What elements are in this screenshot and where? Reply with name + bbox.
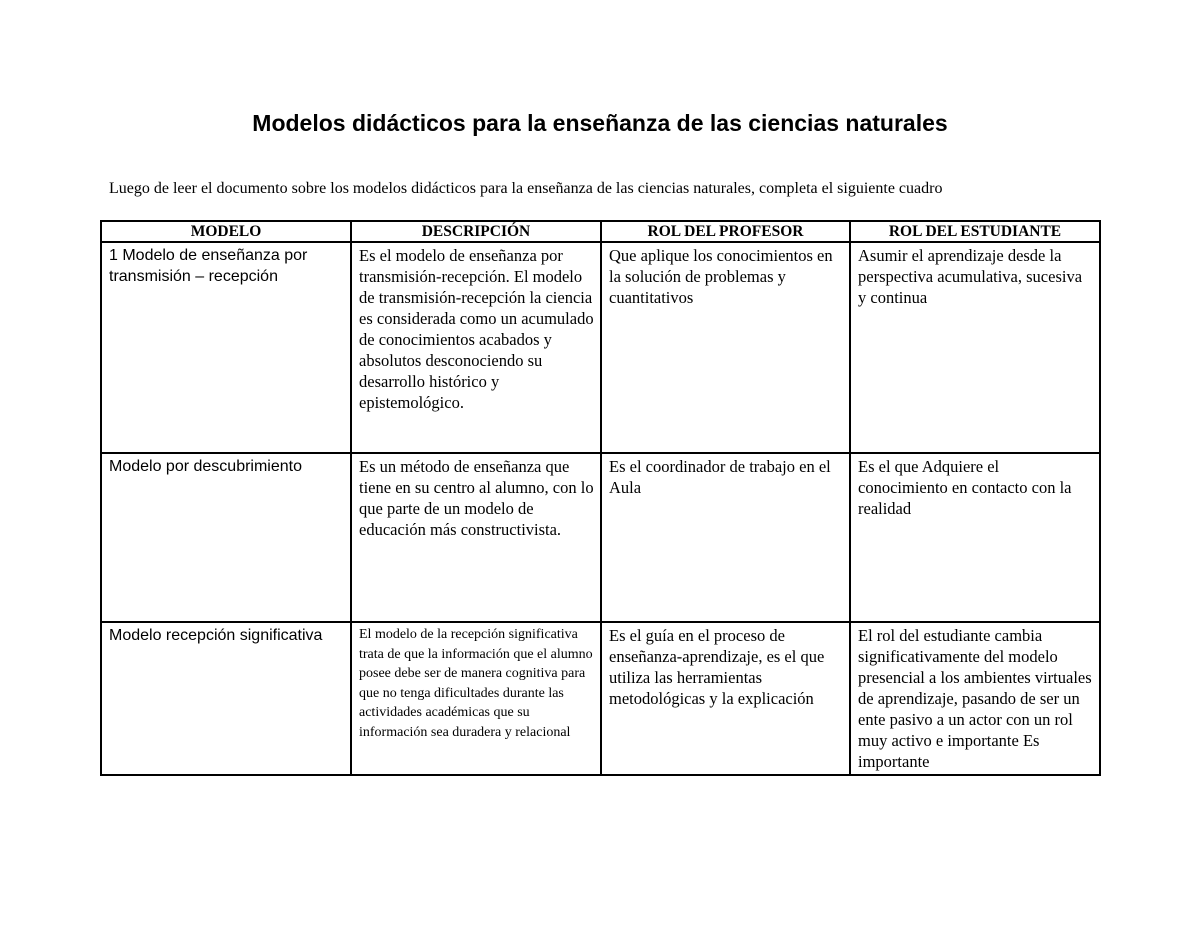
cell-rol-estudiante: Asumir el aprendizaje desde la perspectiva acumulativa, sucesiva y continua [850, 242, 1100, 453]
document-title: Modelos didácticos para la enseñanza de las ciencias naturales [252, 110, 948, 136]
header-rol-profesor: ROL DEL PROFESOR [601, 221, 850, 242]
cell-rol-profesor: Es el guía en el proceso de enseñanza-aprendizaje, es el que utiliza las herramientas metodológicas y la explicación [601, 622, 850, 775]
cell-rol-estudiante: El rol del estudiante cambia significativamente del modelo presencial a los ambientes virtuales de aprendizaje, pasando de ser un ente pasivo a un actor con un rol muy activo e importante Es importante [850, 622, 1100, 775]
header-modelo: MODELO [101, 221, 351, 242]
models-table [100, 220, 1101, 776]
cell-modelo: Modelo recepción significativa [101, 622, 351, 775]
table-row [101, 453, 1100, 622]
table-header-row [101, 221, 1100, 242]
table-row [101, 242, 1100, 453]
cell-modelo: 1 Modelo de enseñanza por transmisión – recepción [101, 242, 351, 453]
cell-rol-profesor: Que aplique los conocimientos en la solución de problemas y cuantitativos [601, 242, 850, 453]
cell-rol-profesor: Es el coordinador de trabajo en el Aula [601, 453, 850, 622]
cell-modelo: Modelo por descubrimiento [101, 453, 351, 622]
header-descripcion: DESCRIPCIÓN [351, 221, 601, 242]
header-rol-estudiante: ROL DEL ESTUDIANTE [850, 221, 1100, 242]
cell-rol-estudiante: Es el que Adquiere el conocimiento en contacto con la realidad [850, 453, 1100, 622]
cell-descripcion: El modelo de la recepción significativa trata de que la información que el alumno posee debe ser de manera cognitiva para que no tenga dificultades durante las actividades académicas que su información sea duradera y relacional [351, 622, 601, 775]
cell-descripcion: Es el modelo de enseñanza por transmisión-recepción. El modelo de transmisión-recepción la ciencia es considerada como un acumulado de conocimientos acabados y absolutos desconociendo su desarrollo histórico y epistemológico. [351, 242, 601, 453]
table-row [101, 622, 1100, 775]
instructions-paragraph: Luego de leer el documento sobre los modelos didácticos para la enseñanza de las ciencias naturales, completa el siguiente cuadro [109, 180, 943, 197]
cell-descripcion: Es un método de enseñanza que tiene en su centro al alumno, con lo que parte de un modelo de educación más constructivista. [351, 453, 601, 622]
